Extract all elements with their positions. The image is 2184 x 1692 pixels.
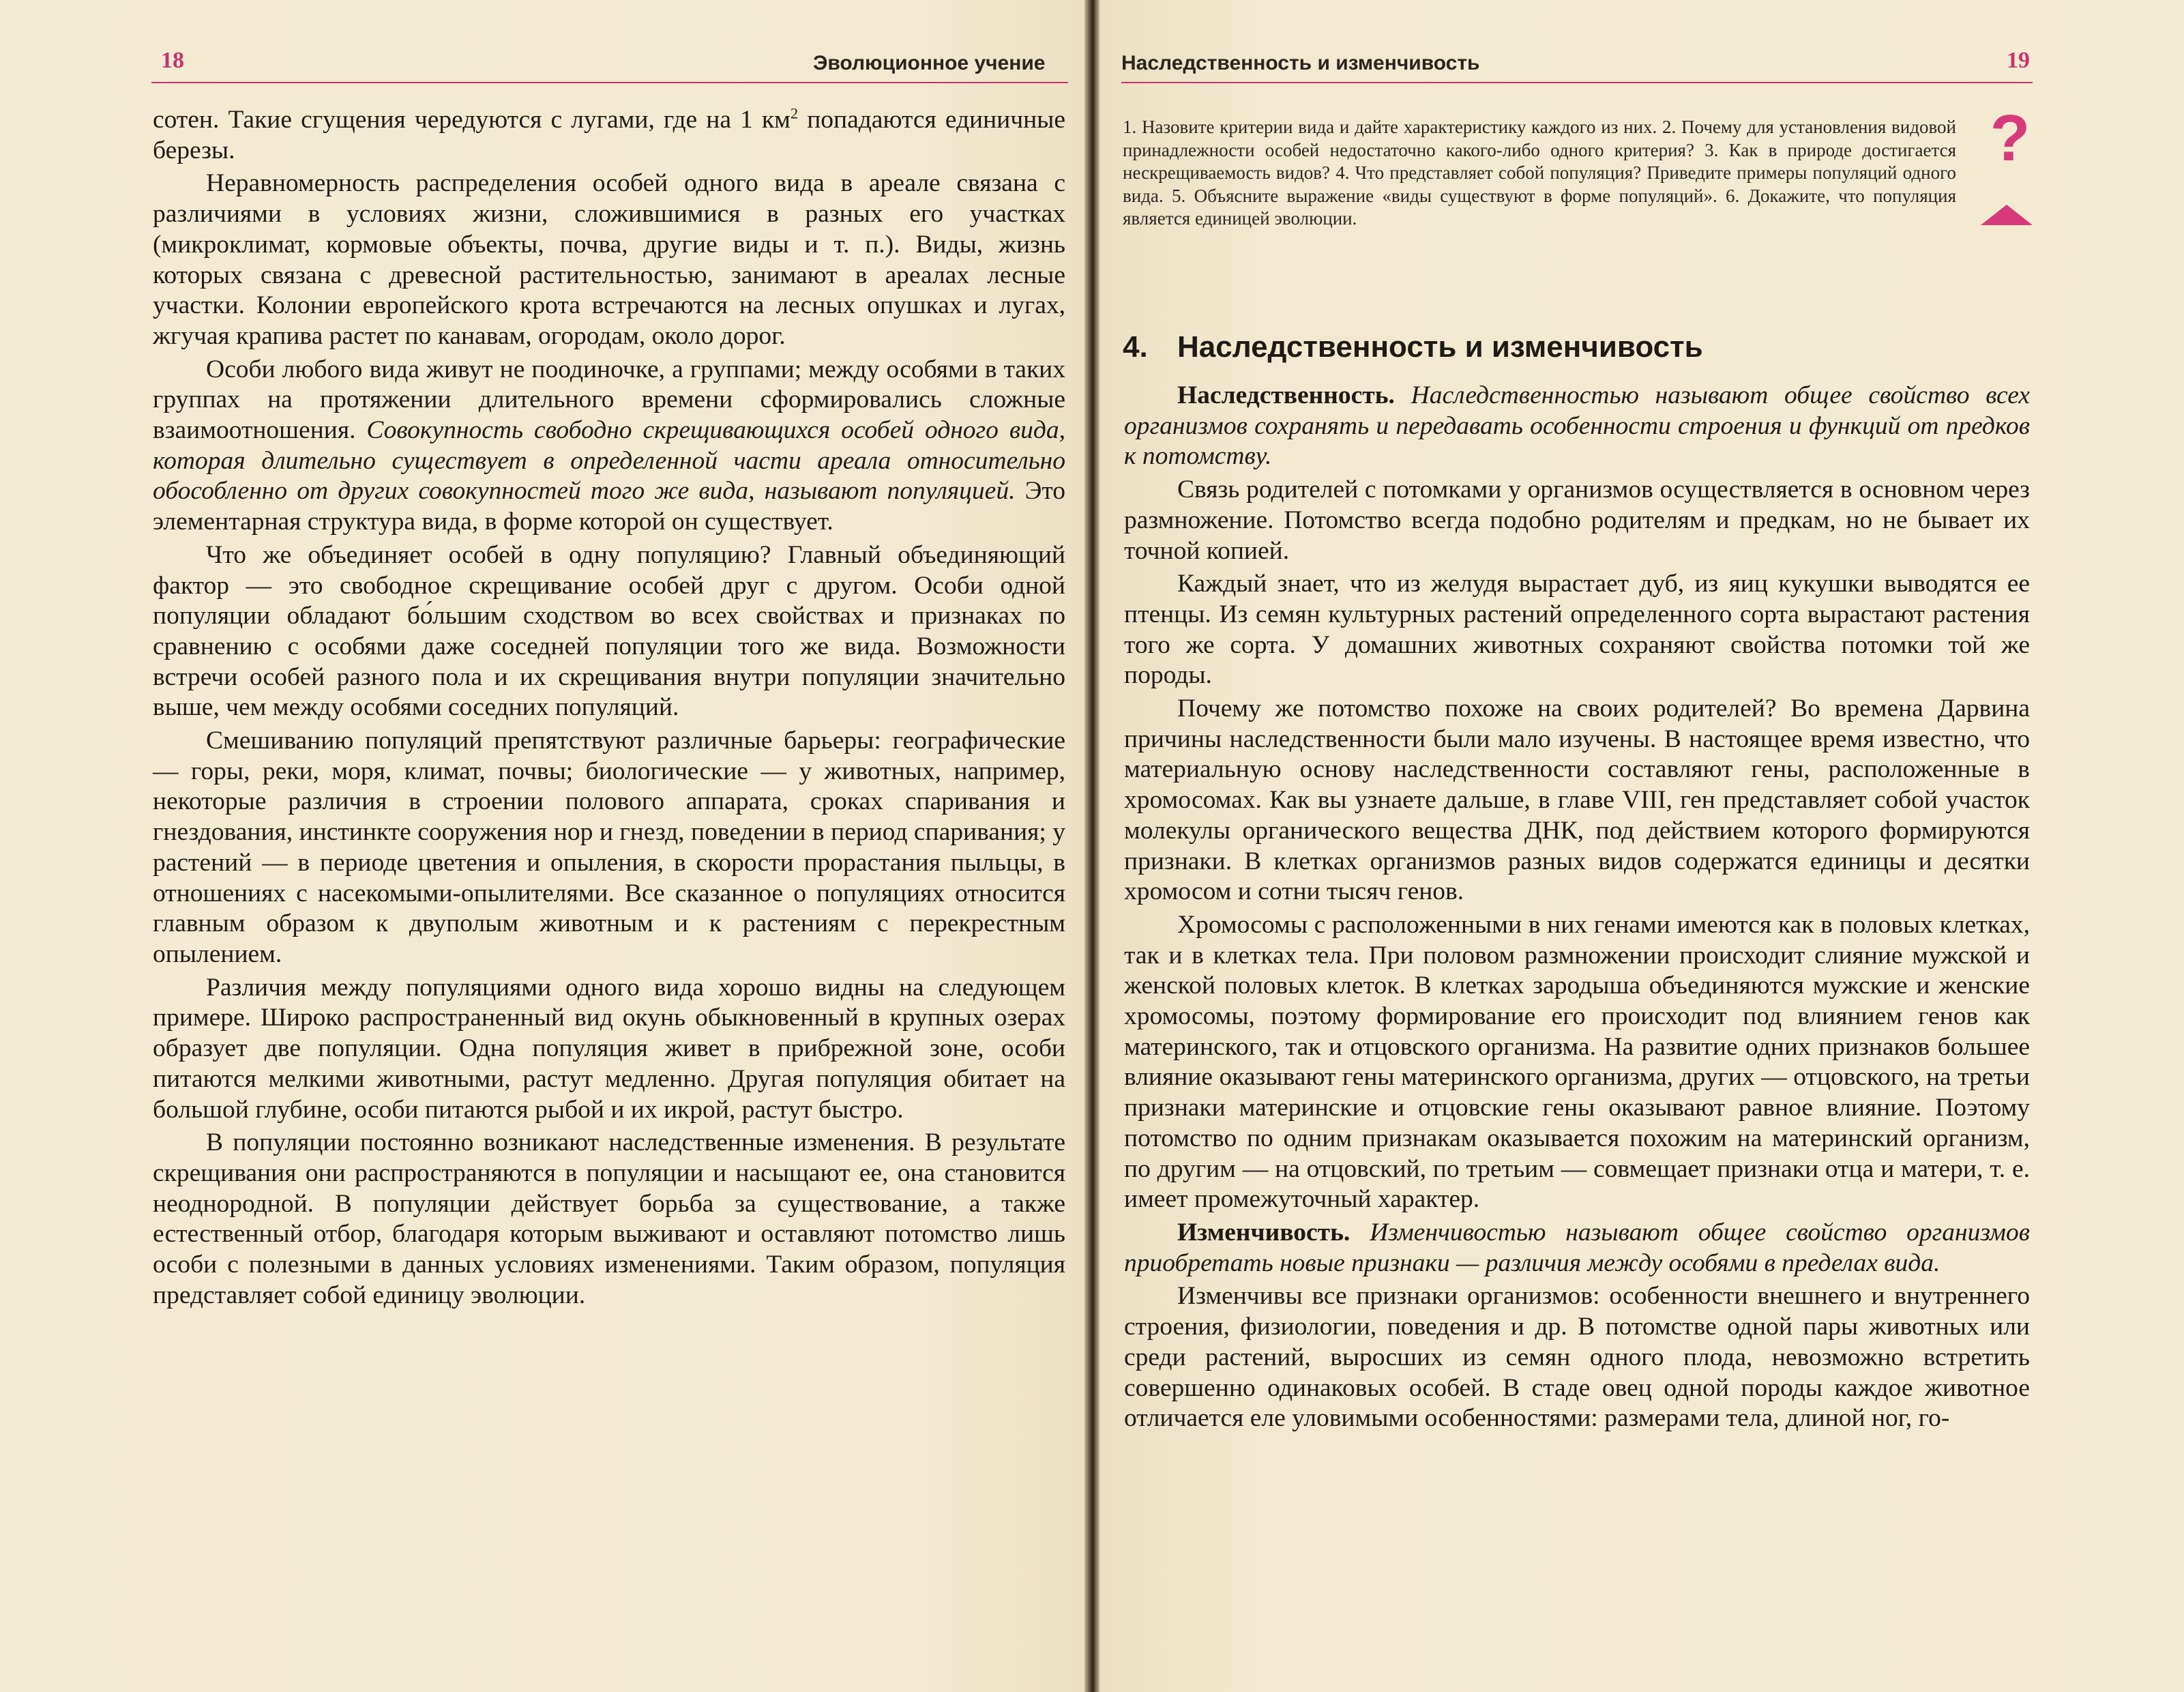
paragraph: сотен. Такие сгущения чередуются с лугами, где на 1 $км^2$ попадаются единичные березы.: [153, 104, 1066, 164]
paragraph: Наследственность. Наследственностью называют общее свойство всех организмов сохранять и передавать особенности строения и функций от предков к потомству.: [1124, 381, 2030, 471]
paragraph: Изменчивость. Изменчивостью называют общее свойство организмов приобретать новые признаки — различия между особями в пределах вида.: [1124, 1218, 2030, 1277]
section-title: Наследственность и изменчивость: [1177, 330, 1703, 364]
book-gutter: [1084, 0, 1100, 1692]
paragraph: Почему же потомство похоже на своих родителей? Во времена Дарвина причины наследственности были мало изучены. В настоящее время известно, что материальную основу наследственности составляют гены, расположенные в хромосомах. Как вы узнаете дальше, в главе VIII, ген представляет собой участок молекулы органического вещества ДНК, под действием которого формируются признаки. В клетках организмов разных видов содержатся единицы и десятки хромосом и сотни тысяч генов.: [1124, 695, 2030, 906]
triangle-marker-icon: [1981, 205, 2033, 225]
paragraph: Что же объединяет особей в одну популяцию? Главный объединяющий фактор — это свободное скрещивание особей друг с другом. Особи одной популяции обладают бо́льшим сходством во всех свойствах и признаках по сравнению с особями даже соседней популяции того же вида. Возможности встречи особей разного пола и их скрещивания внутри популяции значительно выше, чем между особями соседних популяций.: [153, 540, 1065, 722]
section-number: 4.: [1123, 330, 1148, 364]
paragraph: Особи любого вида живут не поодиночке, а группами; между особями в таких группах на протяжении длительного времени сформировались сложные взаимоотношения. Совокупность свободно скрещивающихся особей одного вида, которая длительно существует в определенной части ареала относительно обособленно от других совокупностей того же вида, называют популяцией. Это элементарная структура вида, в форме которой он существует.: [153, 355, 1066, 536]
paragraph: Смешиванию популяций препятствуют различные барьеры: географические — горы, реки, моря, климат, почвы; биологические — у животных, например, некоторые различия в строении полового аппарата, сроках спаривания и гнездования, инстинкте сооружения нор и гнезд, поведении в период спаривания; у растений — в периоде цветения и опыления, в скорости прорастания пыльцы, в отношениях с насекомыми-опылителями. Все сказанное о популяциях относится главным образом к двуполым животным и к растениям с перекрестным опылением.: [153, 727, 1065, 968]
header-rule-right: [1121, 82, 2033, 83]
paragraph: Связь родителей с потомками у организмов осуществляется в основном через размножение. Потомство всегда подобно родителям и предкам, но не бывает их точной копией.: [1124, 476, 2030, 565]
paragraph: Неравномерность распределения особей одного вида в ареале связана с различиями в условиях жизни, сложившимися в разных его участках (микроклимат, кормовые объекты, почва, другие виды и т. п.). Виды, жизнь которых связана с древесной растительностью, занимают в ареалах лесные участки. Колонии европейского крота встречаются на лесных опушках и лугах, жгучая крапива растет по канавам, огородам, около дорог.: [153, 169, 1065, 350]
page-number-right: 19: [2007, 48, 2030, 73]
paragraph: Различия между популяциями одного вида хорошо видны на следующем примере. Широко распространенный вид окунь обыкновенный в крупных озерах образует две популяции. Одна популяция живет в прибрежной зоне, особи питаются мелкими животными, растут медленно. Другая популяция обитает на большой глубине, особи питаются рыбой и их икрой, растут быстро.: [153, 973, 1065, 1124]
left-text-column: [153, 105, 1065, 1311]
paragraph: Каждый знает, что из желудя вырастает дуб, из яиц кукушки выводятся ее птенцы. Из семян культурных растений определенного сорта вырастают растения того же сорта. У домашних животных сохраняют свойства потомки той же породы.: [1124, 570, 2030, 690]
page-number-left: 18: [161, 48, 184, 73]
left-page: [0, 0, 1084, 1692]
term-variability: Изменчивость.: [1177, 1218, 1351, 1246]
question-mark-icon: ?: [1990, 102, 2031, 175]
term-heredity: Наследственность.: [1177, 381, 1395, 409]
header-rule-left: [151, 82, 1068, 83]
running-title-right: Наследственность и изменчивость: [1121, 52, 1480, 74]
population-definition: Совокупность свободно скрещивающихся особей одного вида, которая длительно существует в определенной части ареала относительно обособленно от других совокупностей того же вида, называют популяцией.: [153, 416, 1065, 506]
paragraph: Изменчивы все признаки организмов: особенности внешнего и внутреннего строения, физиологии, поведения и др. В потомстве одной пары животных или среди растений, выросших из семян одного плода, невозможно встретить совершенно одинаковых особей. В стаде овец одной породы каждое животное отличается еле уловимыми особенностями: размерами тела, длиной ног, го-: [1124, 1282, 2030, 1433]
paragraph: В популяции постоянно возникают наследственные изменения. В результате скрещивания они распространяются в популяции и насыщают ее, она становится неоднородной. В популяции действует борьба за существование, а также естественный отбор, благодаря которым выживают и оставляют потомство лишь особи с полезными в данных условиях изменениями. Таким образом, популяция представляет собой единицу эволюции.: [153, 1128, 1065, 1309]
right-text-column: [1124, 381, 2030, 1434]
review-questions: 1. Назовите критерии вида и дайте характеристику каждого из них. 2. Почему для установления видовой принадлежности особей недостаточно какого-либо одного критерия? 3. Как в природе достигается нескрещиваемость видов? 4. Что представляет собой популяция? Приведите примеры популяций одного вида. 5. Объясните выражение «виды существуют в форме популяций». 6. Докажите, что популяция является единицей эволюции.: [1123, 117, 1956, 229]
running-title-left: Эволюционное учение: [813, 52, 1046, 74]
section-heading: [1123, 330, 1703, 364]
paragraph: Хромосомы с расположенными в них генами имеются как в половых клетках, так и в клетках тела. При половом размножении происходит слияние мужской и женской половых клеток. В клетках зародыша объединяются мужские и женские хромосомы, поэтому формирование его происходит под влиянием генов как материнского, так и отцовского организма. На развитие одних признаков большее влияние оказывают гены материнского организма, других — отцовского, на третьи признаки материнские и отцовские гены оказывают равное влияние. Поэтому потомство по одним признакам оказывается похожим на материнский организм, по другим — на отцовский, по третьим — совмещает признаки отца и матери, т. е. имеет промежуточный характер.: [1124, 910, 2030, 1214]
